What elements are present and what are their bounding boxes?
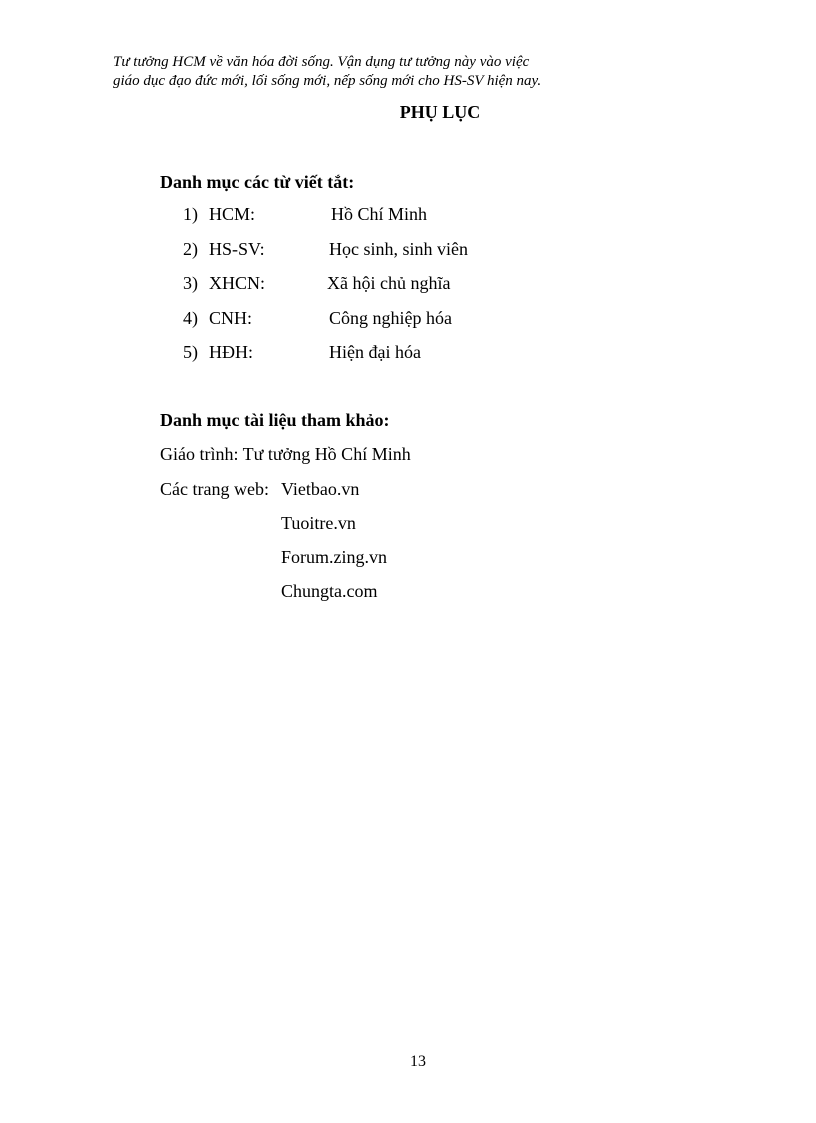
references-heading: Danh mục tài liệu tham khảo: [160,410,390,430]
website-item: Tuoitre.vn [281,513,356,533]
abbreviation-code: CNH: [209,307,253,328]
abbreviations-heading: Danh mục các từ viết tắt: [160,172,355,192]
abbreviation-code: HĐH: [209,342,253,362]
website-item: Chungta.com [281,581,378,601]
page-number: 13 [410,1053,426,1070]
website-item: Forum.zing.vn [281,547,387,567]
abbreviation-number: 3) [183,273,198,293]
header-line-2: giáo dục đạo đức mới, lối sống mới, nếp sống mới cho HS-SV hiện nay. [113,73,542,89]
abbreviation-meaning: Hiện đại hóa [329,342,421,362]
abbreviation-meaning: Hồ Chí Minh [331,204,428,224]
header-line-1: Tư tưởng HCM về văn hóa đời sống. Vận dụng tư tưởng này vào việc [113,54,530,70]
abbreviation-code: XHCN: [209,273,266,293]
website-item: Vietbao.vn [281,479,360,499]
abbreviation-number: 5) [183,342,198,362]
websites-label: Các trang web: [160,479,269,499]
abbreviation-meaning: Học sinh, sinh viên [329,238,468,259]
textbook-reference: Giáo trình: Tư tưởng Hồ Chí Minh [160,444,411,464]
abbreviation-code: HS-SV: [209,238,265,259]
page-title: PHỤ LỤC [399,102,481,122]
abbreviation-number: 2) [183,238,198,259]
abbreviation-code: HCM: [209,204,256,224]
abbreviation-number: 4) [183,307,198,328]
running-header [113,53,713,91]
abbreviation-meaning: Công nghiệp hóa [329,307,452,328]
abbreviation-meaning: Xã hội chủ nghĩa [327,273,451,293]
abbreviation-number: 1) [183,204,198,224]
